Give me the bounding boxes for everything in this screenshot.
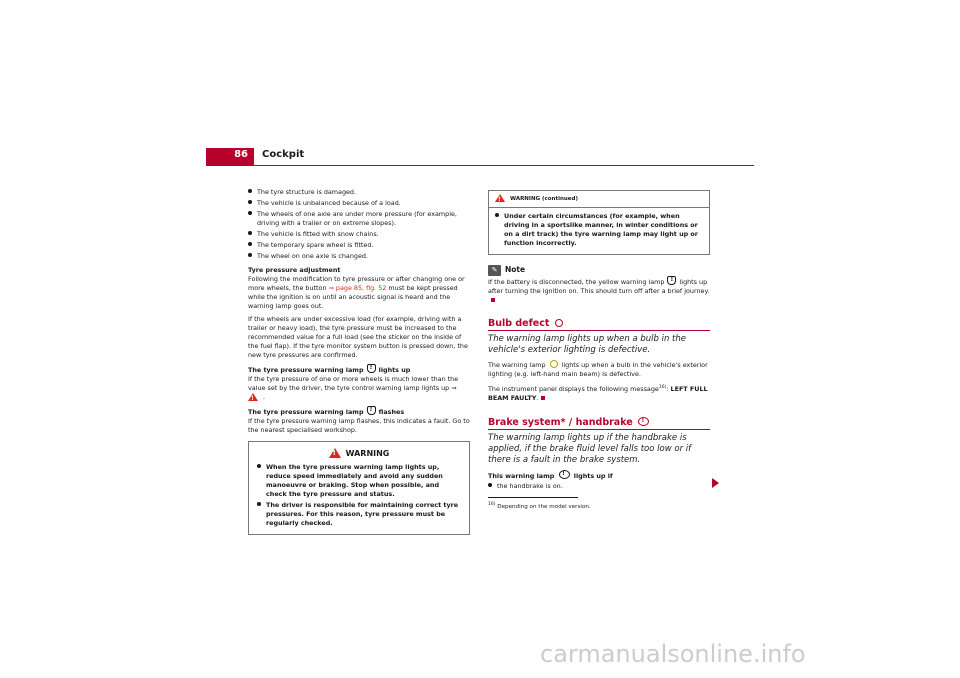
note-text: If the battery is disconnected, the yellow warning lamp ! lights up after turning the ignition on. This should turn off after a brief journey. (488, 276, 710, 305)
brake-heading: Brake system* / handbrake ! (488, 417, 710, 430)
bulb-defect-heading: Bulb defect (488, 319, 710, 331)
warning-continued-box (488, 207, 710, 255)
list-item: The temporary spare wheel is fitted. (248, 241, 470, 250)
warning-item: The driver is responsible for maintaining correct tyre pressures. For this reason, tyre pressure must be regularly checked. (257, 501, 461, 528)
list-item: The vehicle is fitted with snow chains. (248, 230, 470, 239)
warning-triangle-icon (495, 194, 505, 202)
brake-lead: The warning lamp lights up if the handbrake is applied, if the brake fluid level falls too low or if there is a fault in the brake system. (488, 433, 692, 466)
list-item: The vehicle is unbalanced because of a load. (248, 199, 470, 208)
brake-warning-icon (559, 470, 570, 479)
right-column: !WARNING (continued) Under certain circumstances (for example, when driving in a sportslike manner, in winter conditions or on a dirt track) the tyre warning lamp may light up or function incorrectly. ✎ Note If the battery is disconnected, the yellow warning lamp ! lights up after turning the ignition on. This should turn off after a brief journey. Bulb defect The warning lamp lights up when a bulb in the vehicle's exterior lighting is defective. The warning lamp lights up when a bulb in the vehicle's exterior lighting (e.g. left-hand main beam) is defective. The instrument panel displays the following message$^{16)}$: LEFT FULL BEAM FAULTY. Brake system* / handbrake ! The warning lamp lights up if the handbrake is applied, if the brake fluid level falls too low or if there is a fault in the brake system. This warning lamp ! lights up if the handbrake is on. $^{16)}$ Depending on the model version. (488, 190, 710, 512)
panel-message: LEFT FULL BEAM FAULTY (488, 385, 708, 403)
bulb-icon (550, 360, 558, 368)
brake-warning-icon (638, 417, 649, 426)
end-mark (491, 298, 495, 302)
tyre-pressure-icon (367, 406, 376, 415)
list-item: the handbrake is on. (488, 482, 710, 491)
adjust-title: Tyre pressure adjustment (248, 266, 341, 274)
list-item: The wheel on one axle is changed. (248, 252, 470, 261)
warning-continued-header: !WARNING (continued) (488, 190, 710, 207)
page-link[interactable]: ⇒ page 85, fig. 52 (328, 284, 387, 292)
next-page-arrow-icon[interactable] (712, 478, 719, 488)
page-number: 86 (234, 149, 248, 160)
warning-box (248, 441, 470, 535)
end-mark (541, 396, 545, 400)
footnote: $^{16)}$ Depending on the model version. (488, 502, 591, 510)
warning-item: When the tyre pressure warning lamp lights up, reduce speed immediately and avoid any sudden manoeuvre or braking. Stop when possible, and check the tyre pressure and status. (257, 463, 461, 499)
warning-title: WARNING (345, 449, 390, 458)
warning-item: Under certain circumstances (for example, when driving in a sportslike manner, in winter conditions or on a dirt track) the tyre warning lamp may light up or function incorrectly. (495, 212, 703, 248)
footnote-rule (488, 497, 578, 498)
bulb-icon (555, 319, 563, 327)
warning-triangle-icon (248, 393, 258, 401)
tyre-pressure-icon (667, 276, 676, 285)
adjust-paragraph: If the wheels are under excessive load (for example, driving with a trailer or heavy load), the tyre pressure must be increased to the recommended value for a full load (see the sticker on the inside of the fuel flap). If the tyre monitor system button is pressed down, the new tyre pressures are confirmed. (248, 315, 468, 359)
list-item: The tyre structure is damaged. (248, 188, 470, 197)
section-title: Cockpit (262, 149, 305, 160)
tyre-pressure-icon (367, 364, 376, 373)
note-icon: ✎ (488, 265, 501, 276)
left-column: The tyre structure is damaged. The vehicle is unbalanced because of a load. The wheels of one axle are under more pressure (for example, driving with a trailer or on extreme slopes). The vehicle is fitted with snow chains. The temporary spare wheel is fitted. The wheel on one axle is changed. Tyre pressure adjustment Following the modification to tyre pressure or after changing one or more wheels, the button ⇒ page 85, fig. 52 must be kept pressed while the ignition is on until an acoustic signal is heard and the warning lamp goes out. If the wheels are under excessive load (for example, driving with a trailer or heavy load), the tyre pressure must be increased to the recommended value for a full load (see the sticker on the inside of the fuel flap). If the tyre monitor system button is pressed down, the new tyre pressures are confirmed. The tyre pressure warning lamp ! lights up If the tyre pressure of one or more wheels is much lower than the value set by the driver, the tyre control warning lamp lights up ⇒ !. The tyre pressure warning lamp ! flashes If the tyre pressure warning lamp flashes, this indicates a fault. Go to the nearest specialised workshop. !WARNING When the tyre pressure warning lamp lights up, reduce speed immediately and avoid any sudden manoeuvre or braking. Stop when possible, and check the tyre pressure and status. The driver is responsible for maintaining correct tyre pressures. For this reason, tyre pressure must be regularly checked. (248, 188, 470, 535)
header-rule (206, 165, 754, 166)
watermark: carmanualsonline.info (540, 640, 806, 668)
warning-triangle-icon (329, 448, 341, 458)
list-item: The wheels of one axle are under more pressure (for example, driving with a trailer or on extreme slopes). (248, 210, 470, 228)
note-heading: ✎ Note (488, 265, 710, 276)
bulb-lead: The warning lamp lights up when a bulb in the vehicle's exterior lighting is defective. (488, 334, 687, 355)
